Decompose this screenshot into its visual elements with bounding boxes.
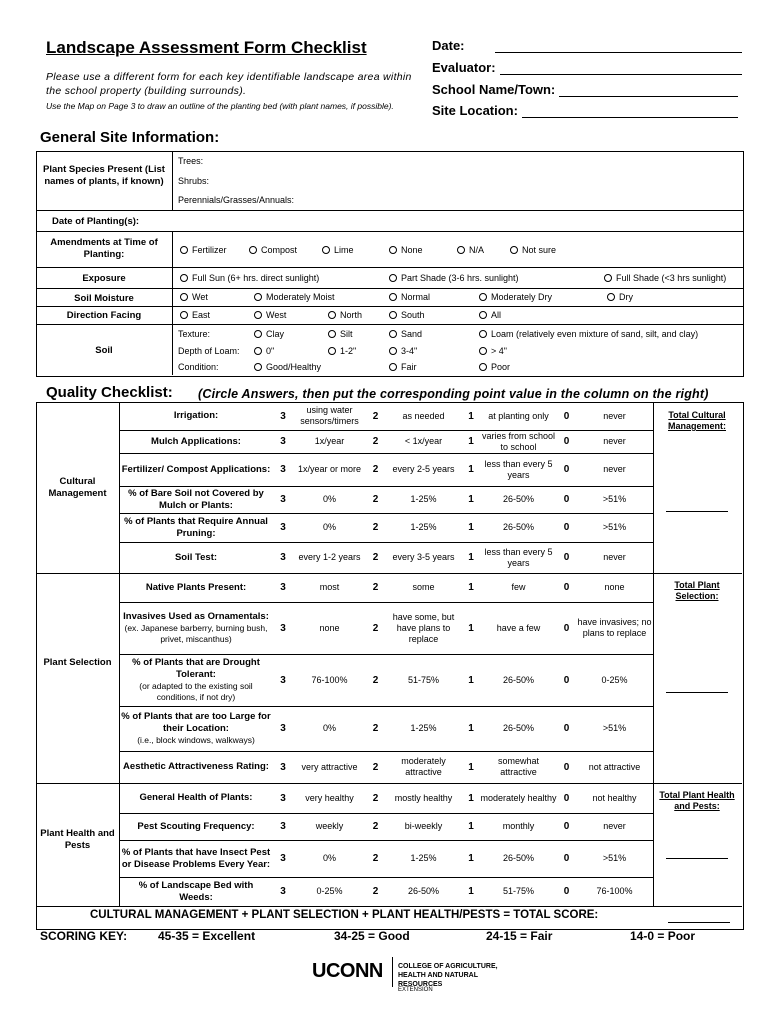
answer-option[interactable]: never [603,410,626,421]
point-value: 3 [280,622,286,634]
answer-option[interactable]: 1-25% [410,853,437,863]
answer-option[interactable]: 26-50% [502,853,535,863]
total-score-label: CULTURAL MANAGEMENT + PLANT SELECTION + PLANT HEALTH/PESTS = TOTAL SCORE: [90,909,599,921]
point-value: 2 [372,582,379,593]
point-value: 3 [280,582,286,593]
point-value: 1 [468,886,474,897]
point-value: 2 [372,464,379,475]
point-value: 3 [280,410,286,422]
point-value: 3 [280,821,286,832]
point-value: 3 [280,674,286,686]
answer-option[interactable]: 26-50% [407,886,440,896]
point-value: 2 [372,792,379,804]
moisture-mod-moist-radio[interactable]: Moderately Moist [254,292,335,302]
point-value: 2 [372,886,379,897]
amend-none-radio[interactable]: None [389,245,423,255]
point-value: 1 [468,410,474,422]
exposure-full-shade-radio[interactable]: Full Shade (<3 hrs sunlight) [604,273,726,283]
answer-option[interactable]: >51% [602,522,627,532]
answer-option[interactable]: varies from school to school [481,430,556,452]
depth-3-4-radio[interactable]: 3-4" [389,346,417,356]
point-value: 2 [372,853,379,864]
criterion-label: % of Landscape Bed with Weeds: [138,879,254,903]
point-value: 2 [372,522,379,533]
condition-fair-radio[interactable]: Fair [389,362,417,372]
point-value: 1 [468,723,474,734]
answer-option[interactable]: >51% [602,494,627,504]
answer-option[interactable]: none [604,582,625,592]
moisture-label: Soil Moisture [74,293,134,304]
section-total-field[interactable] [666,858,728,859]
amendments-label: Amendments at Time of Planting: [50,237,158,260]
point-value: 0 [563,792,570,804]
answer-option[interactable]: not attractive [588,761,641,772]
point-value: 0 [563,436,570,447]
answer-option[interactable]: 26-50% [502,494,535,504]
criterion-label: Native Plants Present: [145,581,247,593]
section-total-label: Total Plant Selection: [674,580,720,601]
point-value: 3 [280,464,286,475]
evaluator-field[interactable] [432,60,742,75]
score-range: 45-35 = Excellent [158,929,256,943]
answer-option[interactable]: less than every 5 years [484,546,553,568]
answer-option[interactable]: never [603,464,626,474]
general-heading: General Site Information: [40,129,220,146]
plant-species-label: Plant Species Present (List names of plants, if known) [43,164,165,187]
answer-option[interactable]: 1x/year or more [297,464,362,474]
criterion-label: % of Bare Soil not Covered by Mulch or Plants: [128,487,264,511]
amend-fertilizer-radio[interactable]: Fertilizer [180,245,227,255]
point-value: 2 [372,674,379,686]
point-value: 0 [563,464,570,475]
score-range: 34-25 = Good [334,929,410,943]
point-value: 1 [468,552,474,563]
answer-option[interactable]: monthly [502,821,535,831]
answer-option[interactable]: none [319,622,340,633]
texture-clay-radio[interactable]: Clay [254,329,284,339]
answer-option[interactable]: 26-50% [502,723,535,733]
answer-option[interactable]: 1-25% [410,494,437,504]
answer-option[interactable]: 1x/year [314,436,345,446]
point-value: 2 [372,761,379,773]
answer-option[interactable]: 51-75% [407,674,440,685]
point-value: 1 [468,582,474,593]
point-value: 0 [563,494,570,505]
answer-option[interactable]: most [319,582,340,592]
texture-label: Texture: [178,329,211,339]
section-total-field[interactable] [666,692,728,693]
answer-option[interactable]: 76-100% [311,674,348,685]
point-value: 3 [280,494,286,505]
answer-option[interactable]: 1-25% [410,723,437,733]
depth-label: Depth of Loam: [178,346,240,356]
answer-option[interactable]: 26-50% [502,674,535,685]
point-value: 2 [372,821,379,832]
answer-option[interactable]: 0% [322,723,336,733]
criterion-label: Invasives Used as Ornamentals: (ex. Japanese barberry, burning bush, privet, miscanthus) [123,611,269,644]
section-label: Plant Health and Pests [40,828,115,851]
texture-sand-radio[interactable]: Sand [389,329,422,339]
direction-west-radio[interactable]: West [254,310,286,320]
exposure-part-shade-radio[interactable]: Part Shade (3-6 hrs. sunlight) [389,273,519,283]
criterion-label: % of Plants that are Drought Tolerant: (or adapted to the existing soil conditions, if not dry) [132,657,260,702]
quality-heading: Quality Checklist: [46,384,173,401]
moisture-wet-radio[interactable]: Wet [180,292,208,302]
condition-label: Condition: [178,362,219,372]
college-name: COLLEGE OF AGRICULTURE, HEALTH AND NATURAL RESOURCES [398,963,498,988]
score-range: 14-0 = Poor [630,929,696,943]
depth-1-2-radio[interactable]: 1-2" [328,346,356,356]
point-value: 2 [372,622,379,634]
answer-option[interactable]: at planting only [488,410,549,421]
date-field[interactable] [432,38,742,53]
answer-option[interactable]: never [603,436,626,446]
point-value: 0 [563,410,570,422]
uconn-logo: UCONN [312,960,383,982]
answer-option[interactable]: have a few [496,622,541,633]
point-value: 1 [468,821,474,832]
answer-option[interactable]: >51% [602,723,627,733]
point-value: 3 [280,792,286,804]
map-instruction: Use the Map on Page 3 to draw an outline of the planting bed (with plant names, if possible). [46,101,394,111]
direction-all-radio[interactable]: All [479,310,501,320]
direction-east-radio[interactable]: East [180,310,210,320]
answer-option[interactable]: somewhat attractive [497,756,540,777]
answer-option[interactable]: every 2-5 years [392,464,455,474]
section-label: Cultural Management [48,476,107,499]
point-value: 3 [280,552,286,563]
form-title: Landscape Assessment Form Checklist [46,38,367,57]
answer-option[interactable]: every 3-5 years [392,552,455,562]
soil-label: Soil [95,345,113,356]
point-value: 0 [563,723,570,734]
point-value: 1 [468,761,474,773]
answer-option[interactable]: moderately attractive [401,756,446,777]
exposure-full-sun-radio[interactable]: Full Sun (6+ hrs. direct sunlight) [180,273,319,283]
scoring-key-label: SCORING KEY: [40,929,128,943]
direction-north-radio[interactable]: North [328,310,362,320]
answer-option[interactable]: not healthy [592,792,637,803]
answer-option[interactable]: few [511,582,526,592]
answer-option[interactable]: very attractive [301,761,358,772]
point-value: 0 [563,582,570,593]
condition-good-radio[interactable]: Good/Healthy [254,362,321,372]
criterion-label: Irrigation: [173,410,219,421]
extension-label: EXTENSION [398,987,433,993]
total-score-field[interactable] [668,922,730,923]
depth-0-radio[interactable]: 0" [254,346,274,356]
answer-option[interactable]: 0% [322,494,336,504]
exposure-label: Exposure [82,273,126,284]
answer-option[interactable]: 0-25% [601,674,628,685]
answer-option[interactable]: 0% [322,853,336,863]
point-value: 3 [280,522,286,533]
answer-option[interactable]: as needed [402,410,445,421]
texture-loam-radio[interactable]: Loam (relatively even mixture of sand, silt, and clay) [479,329,698,339]
school-field[interactable] [432,82,738,97]
point-value: 2 [372,436,379,447]
answer-option[interactable]: less than every 5 years [484,458,553,480]
point-value: 1 [468,494,474,505]
site-field[interactable] [432,103,738,118]
point-value: 2 [372,410,379,422]
answer-option[interactable]: have invasives; no plans to replace [577,617,652,638]
point-value: 3 [280,723,286,734]
criterion-label: % of Plants that have Insect Pest or Disease Problems Every Year: [121,846,271,870]
point-value: 0 [563,886,570,897]
criterion-label: % of Plants that Require Annual Pruning: [124,515,268,539]
point-value: 1 [468,674,474,686]
answer-option[interactable]: bi-weekly [404,821,443,831]
depth-4plus-radio[interactable]: > 4" [479,346,507,356]
point-value: 0 [563,674,570,686]
point-value: 0 [563,552,570,563]
school-label: School Name/Town: [432,82,556,97]
point-value: 2 [372,723,379,734]
answer-option[interactable]: every 1-2 years [298,552,361,562]
point-value: 3 [280,436,286,447]
answer-option[interactable]: never [603,821,626,831]
point-value: 1 [468,792,474,804]
perennials-label: Perennials/Grasses/Annuals: [178,195,295,205]
criterion-label: Soil Test: [174,551,218,563]
criterion-label: Aesthetic Attractiveness Rating: [123,761,269,772]
point-value: 1 [468,464,474,475]
answer-option[interactable]: 51-75% [502,886,535,896]
moisture-normal-radio[interactable]: Normal [389,292,430,302]
answer-option[interactable]: 0% [322,522,336,532]
site-label: Site Location: [432,103,518,118]
criterion-label: % of Plants that are too Large for their Location: (i.e., block windows, walkways) [121,711,271,745]
answer-option[interactable]: have some, but have plans to replace [392,611,455,644]
point-value: 1 [468,436,474,447]
criterion-label: General Health of Plants: [139,792,253,803]
direction-label: Direction Facing [66,310,142,321]
score-range: 24-15 = Fair [486,929,553,943]
quality-subheading: (Circle Answers, then put the corresponding point value in the column on the right) [198,387,709,401]
point-value: 0 [563,761,570,773]
point-value: 3 [280,886,286,897]
section-total-label: Total Plant Health and Pests: [659,790,735,811]
shrubs-label: Shrubs: [178,176,210,186]
date-planting-label: Date of Planting(s): [52,216,140,227]
amend-notsure-radio[interactable]: Not sure [510,245,556,255]
answer-option[interactable]: 76-100% [596,886,633,896]
amend-lime-radio[interactable]: Lime [322,245,354,255]
point-value: 0 [563,853,570,864]
point-value: 2 [372,494,379,505]
answer-option[interactable]: moderately healthy [480,792,557,803]
criterion-label: Fertilizer/ Compost Applications: [121,463,271,475]
evaluator-label: Evaluator: [432,60,496,75]
answer-option[interactable]: 0-25% [316,886,343,896]
condition-poor-radio[interactable]: Poor [479,362,510,372]
point-value: 1 [468,622,474,634]
point-value: 0 [563,622,570,634]
answer-option[interactable]: mostly healthy [394,792,453,803]
trees-label: Trees: [178,156,204,166]
instruction-text: Please use a different form for each key identifiable landscape area within the school property (building surrounds). [46,71,412,97]
answer-option[interactable]: >51% [602,853,627,863]
answer-option[interactable]: weekly [315,821,344,831]
amend-compost-radio[interactable]: Compost [249,245,297,255]
direction-south-radio[interactable]: South [389,310,425,320]
answer-option[interactable]: 1-25% [410,522,437,532]
criterion-label: Pest Scouting Frequency: [137,820,255,832]
point-value: 2 [372,552,379,563]
section-total-label: Total Cultural Management: [667,410,726,431]
section-label: Plant Selection [43,657,112,668]
point-value: 3 [280,761,286,773]
point-value: 1 [468,522,474,533]
answer-option[interactable]: < 1x/year [404,436,443,446]
moisture-dry-radio[interactable]: Dry [607,292,633,302]
point-value: 0 [563,522,570,533]
amend-na-radio[interactable]: N/A [457,245,484,255]
answer-option[interactable]: never [603,552,626,562]
moisture-mod-dry-radio[interactable]: Moderately Dry [479,292,552,302]
point-value: 0 [563,821,570,832]
section-total-field[interactable] [666,511,728,512]
point-value: 1 [468,853,474,864]
point-value: 3 [280,853,286,864]
answer-option[interactable]: very healthy [305,792,354,803]
answer-option[interactable]: some [412,582,435,592]
criterion-label: Mulch Applications: [151,435,241,447]
answer-option[interactable]: 26-50% [502,522,535,532]
answer-option[interactable]: using water sensors/timers [300,405,359,426]
texture-silt-radio[interactable]: Silt [328,329,353,339]
date-label: Date: [432,38,465,53]
